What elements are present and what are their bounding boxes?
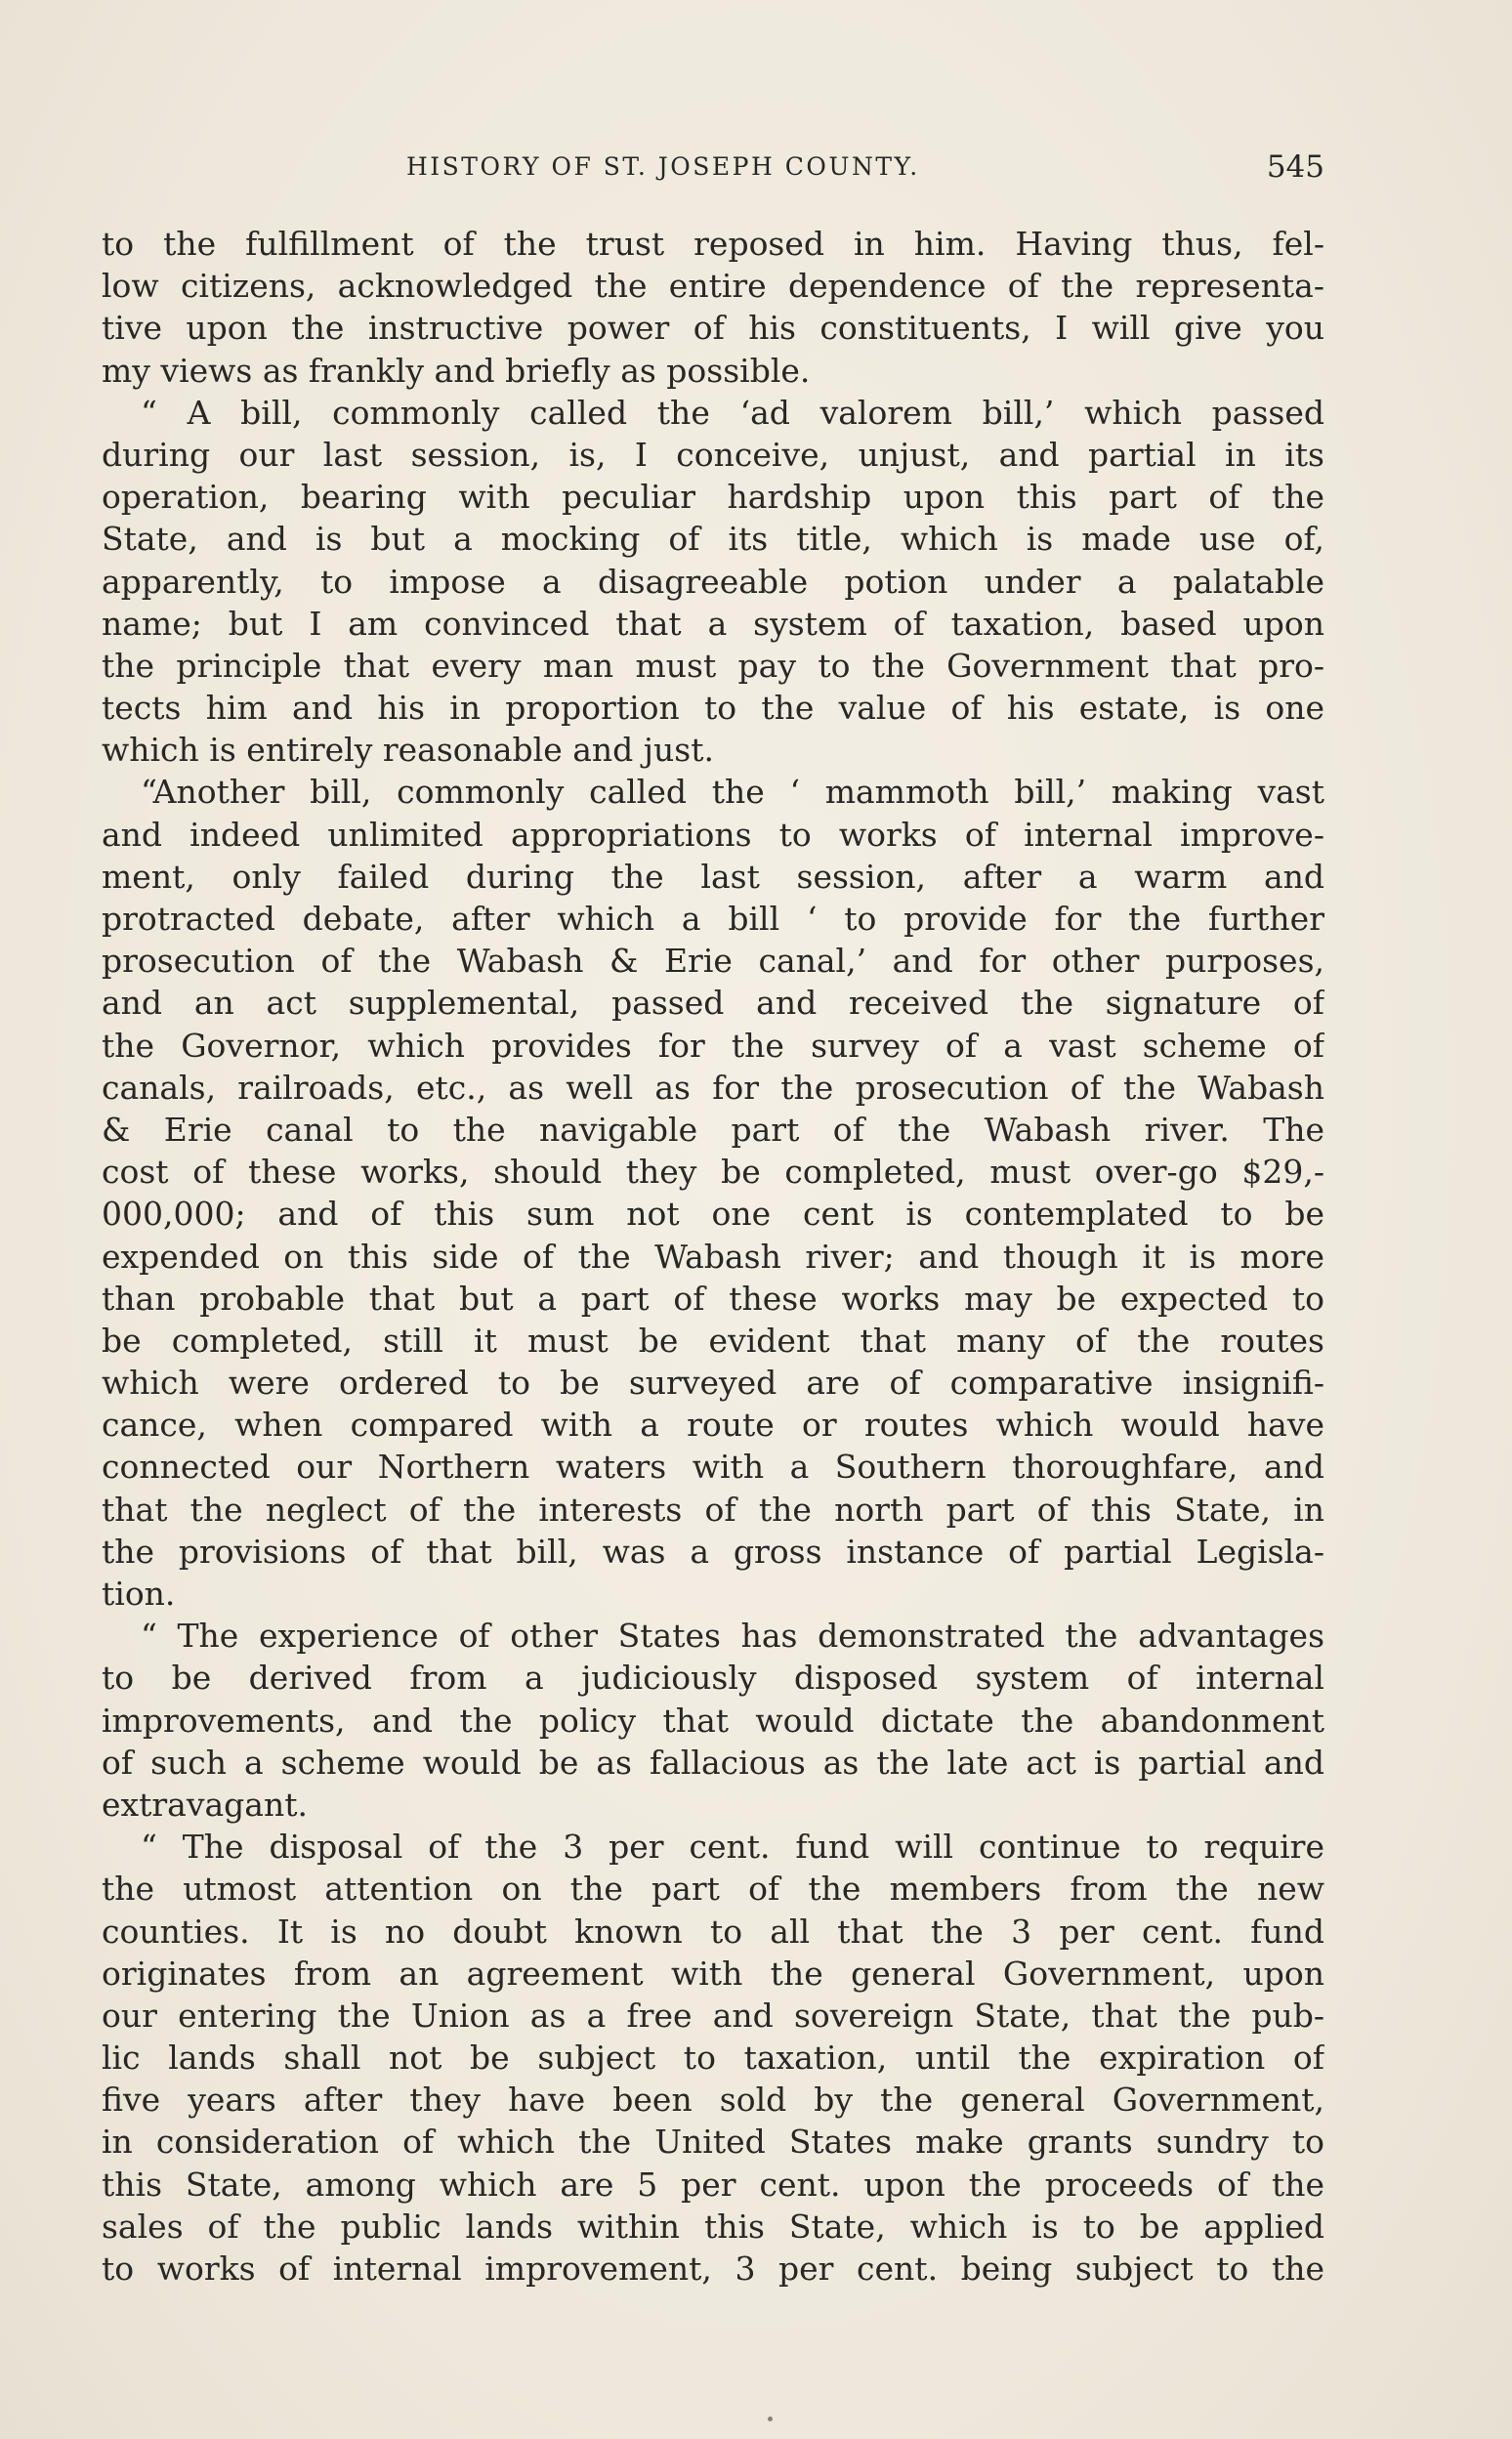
text-line: “Another bill, commonly called the ‘ mammoth bill,’ making vast (141, 773, 1324, 812)
text-line: to works of internal improvement, 3 per cent. being subject to the (102, 2250, 1324, 2288)
text-line: name; but I am convinced that a system of taxation, based upon (102, 604, 1324, 643)
text-line: ment, only failed during the last session, after a warm and (102, 857, 1324, 896)
text-line: originates from an agreement with the general Government, upon (102, 1954, 1324, 1993)
text-line: prosecution of the Wabash & Erie canal,’ and for other purposes, (102, 942, 1324, 981)
text-line: the principle that every man must pay to the Government that pro- (102, 646, 1324, 685)
text-line: my views as frankly and briefly as possible. (102, 351, 811, 390)
text-line: tects him and his in proportion to the value of his estate, is one (102, 689, 1324, 728)
ink-speck (768, 2417, 773, 2421)
page-number: 545 (1266, 149, 1324, 185)
text-line: which is entirely reasonable and just. (102, 731, 714, 770)
text-line: cost of these works, should they be completed, must over-go $29,- (102, 1153, 1324, 1192)
text-line: the Governor, which provides for the survey of a vast scheme of (102, 1026, 1324, 1065)
text-line: tive upon the instructive power of his constituents, I will give you (102, 309, 1324, 348)
text-line: this State, among which are 5 per cent. upon the proceeds of the (102, 2165, 1324, 2204)
text-line: improvements, and the policy that would dictate the abandonment (102, 1701, 1324, 1740)
text-line: sales of the public lands within this State, which is to be applied (102, 2207, 1324, 2246)
text-line: in consideration of which the United States make grants sundry to (102, 2123, 1324, 2162)
text-line: low citizens, acknowledged the entire dependence of the representa- (102, 267, 1324, 306)
text-line: five years after they have been sold by the general Government, (102, 2081, 1324, 2120)
running-head: HISTORY OF ST. JOSEPH COUNTY. (406, 152, 920, 181)
text-line: to be derived from a judiciously disposed system of internal (102, 1659, 1324, 1698)
text-line: than probable that but a part of these works may be expected to (102, 1279, 1324, 1318)
text-line: expended on this side of the Wabash river; and though it is more (102, 1237, 1324, 1276)
text-line: lic lands shall not be subject to taxation, until the expiration of (102, 2039, 1324, 2078)
body-text (102, 223, 1324, 2290)
text-line: canals, railroads, etc., as well as for the prosecution of the Wabash (102, 1068, 1324, 1107)
text-line: our entering the Union as a free and sovereign State, that the pub- (102, 1996, 1324, 2035)
page-header (102, 145, 1324, 189)
text-line: “ A bill, commonly called the ‘ad valorem bill,’ which passed (141, 393, 1324, 432)
text-line: cance, when compared with a route or routes which would have (102, 1406, 1324, 1445)
text-line: that the neglect of the interests of the north part of this State, in (102, 1490, 1324, 1529)
text-line: and indeed unlimited appropriations to works of internal improve- (102, 815, 1324, 854)
text-line: and an act supplemental, passed and received the signature of (102, 984, 1324, 1023)
text-line: operation, bearing with peculiar hardship upon this part of the (102, 478, 1324, 517)
text-line: tion. (102, 1575, 176, 1613)
text-line: of such a scheme would be as fallacious as the late act is partial and (102, 1743, 1324, 1782)
text-line: to the fulfillment of the trust reposed in him. Having thus, fel- (102, 225, 1324, 263)
text-line: be completed, still it must be evident that many of the routes (102, 1321, 1324, 1360)
text-line: & Erie canal to the navigable part of the Wabash river. The (102, 1110, 1324, 1149)
text-line: counties. It is no doubt known to all that the 3 per cent. fund (102, 1912, 1324, 1951)
text-line: State, and is but a mocking of its title, which is made use of, (102, 520, 1324, 559)
text-line: during our last session, is, I conceive, unjust, and partial in its (102, 435, 1324, 474)
text-line: “ The experience of other States has demonstrated the advantages (141, 1617, 1324, 1656)
text-line: 000,000; and of this sum not one cent is contemplated to be (102, 1195, 1324, 1234)
text-line: protracted debate, after which a bill ‘ to provide for the further (102, 900, 1324, 938)
text-line: the utmost attention on the part of the members from the new (102, 1870, 1324, 1909)
text-line: which were ordered to be surveyed are of comparative insignifi- (102, 1364, 1324, 1403)
text-line: connected our Northern waters with a Southern thoroughfare, and (102, 1448, 1324, 1487)
text-line: apparently, to impose a disagreeable potion under a palatable (102, 562, 1324, 601)
text-line: extravagant. (102, 1785, 308, 1824)
text-line: the provisions of that bill, was a gross instance of partial Legisla- (102, 1532, 1324, 1571)
text-line: “ The disposal of the 3 per cent. fund will continue to require (141, 1828, 1324, 1867)
